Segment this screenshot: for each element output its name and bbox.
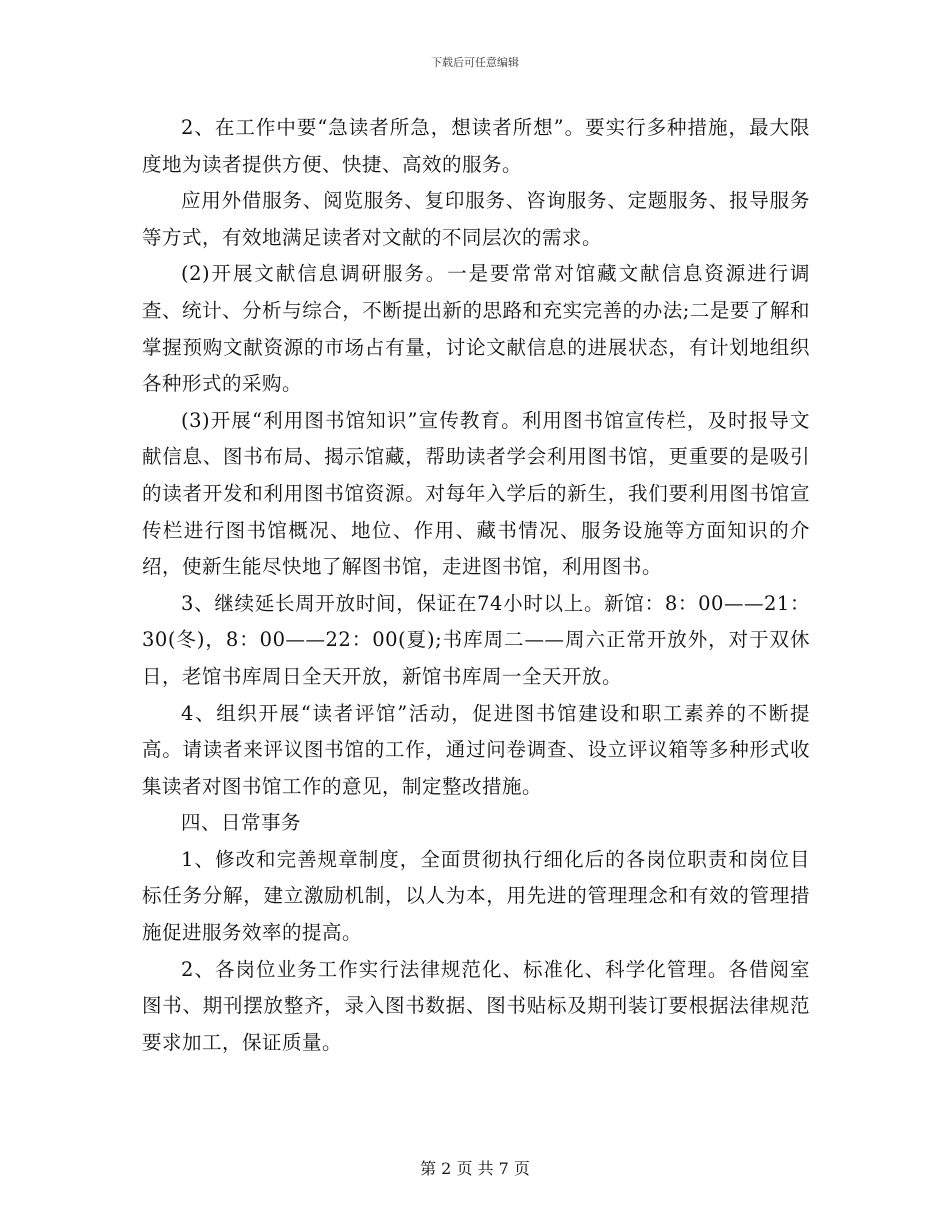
paragraph-research-service: (2)开展文献信息调研服务。一是要常常对馆藏文献信息资源进行调查、统计、分析与综合，不断提出新的思路和充实完善的办法;二是要了解和掌握预购文献资源的市场占有量，讨论文献信息的进展状态，有计划地组织各种形式的采购。 — [142, 262, 810, 396]
paragraph-library-education: (3)开展“利用图书馆知识”宣传教育。利用图书馆宣传栏，及时报导文献信息、图书布局、揭示馆藏，帮助读者学会利用图书馆，更重要的是吸引的读者开发和利用图书馆资源。对每年入学后的新生，我们要利用图书馆宣传栏进行图书馆概况、地位、作用、藏书情况、服务设施等方面知识的介绍，使新生能尽快地了解图书馆，走进图书馆，利用图书。 — [142, 408, 810, 579]
document-body — [142, 110, 810, 1061]
paragraph-rules-improvement: 1、修改和完善规章制度，全面贯彻执行细化后的各岗位职责和岗位目标任务分解，建立激励机制，以人为本，用先进的管理理念和有效的管理措施促进服务效率的提高。 — [142, 847, 810, 945]
page-number: 第 2 页 共 7 页 — [420, 1159, 530, 1178]
page-header-note: 下载后可任意编辑 — [431, 56, 519, 69]
paragraph-standardized-management: 2、各岗位业务工作实行法律规范化、标准化、科学化管理。各借阅室图书、期刊摆放整齐，录入图书数据、图书贴标及期刊装订要根据法律规范要求加工，保证质量。 — [142, 957, 810, 1054]
paragraph-reader-evaluation: 4、组织开展“读者评馆”活动，促进图书馆建设和职工素养的不断提高。请读者来评议图书馆的工作，通过问卷调查、设立评议箱等多种形式收集读者对图书馆工作的意见，制定整改措施。 — [142, 701, 810, 798]
section-heading-daily-affairs: 四、日常事务 — [181, 811, 302, 835]
paragraph-opening-hours: 3、继续延长周开放时间，保证在74小时以上。新馆：8：00——21：30(冬)，8：00——22：00(夏);书库周二——周六正常开放外，对于双休日，老馆书库周日全天开放，新馆书库周一全天开放。 — [142, 591, 810, 688]
paragraph-service-methods: 应用外借服务、阅览服务、复印服务、咨询服务、定题服务、报导服务等方式，有效地满足读者对文献的不同层次的需求。 — [142, 189, 810, 249]
paragraph-service-measures: 2、在工作中要“急读者所急，想读者所想”。要实行多种措施，最大限度地为读者提供方便、快捷、高效的服务。 — [142, 116, 810, 176]
